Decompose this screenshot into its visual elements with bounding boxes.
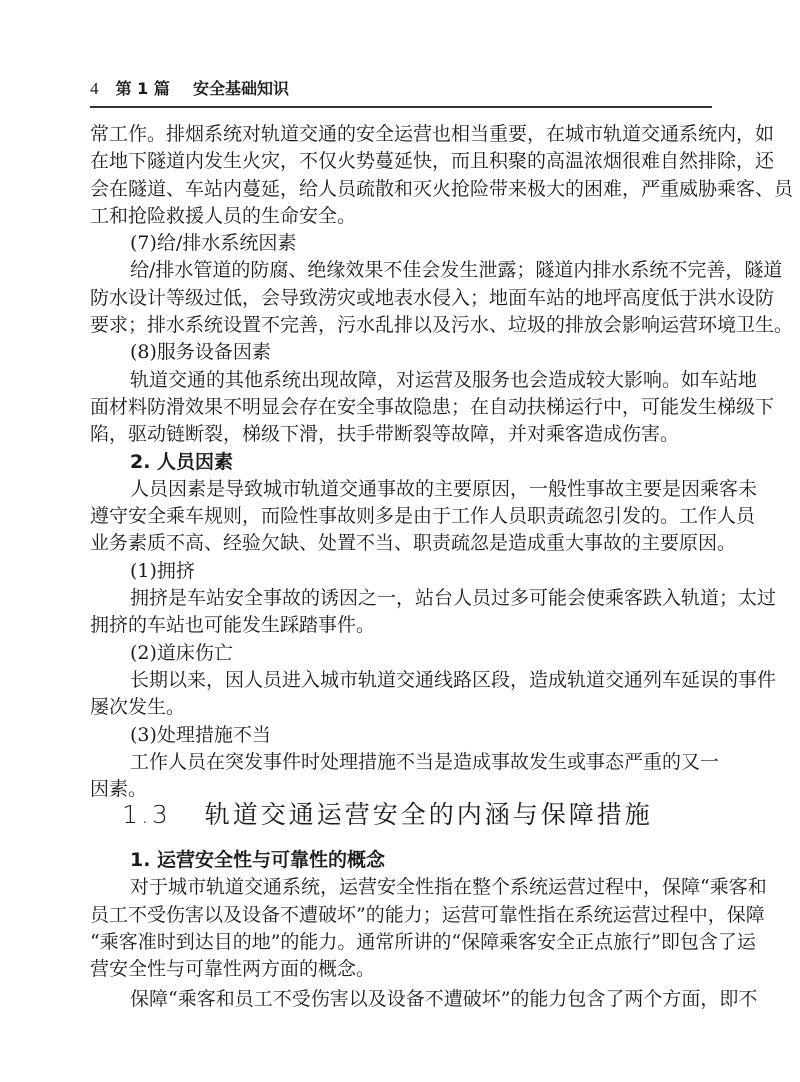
- text-line: 对于城市轨道交通系统，运营安全性指在整个系统运营过程中，保障“乘客和: [130, 876, 767, 899]
- page-number: 4: [90, 79, 99, 98]
- part-label: 第 1 篇: [115, 79, 170, 98]
- text-line: 陷，驱动链断裂，梯级下滑，扶手带断裂等故障，并对乘客造成伤害。: [90, 423, 680, 446]
- text-line: 轨道交通的其他系统出现故障，对运营及服务也会造成较大影响。如车站地: [130, 368, 758, 391]
- text-line: 人员因素是导致城市轨道交通事故的主要原因，一般性事故主要是因乘客未: [130, 477, 758, 500]
- text-line: “乘客准时到达目的地”的能力。通常所讲的“保障乘客安全正点旅行”即包含了运: [90, 930, 756, 953]
- text-line: 面材料防滑效果不明显会存在安全事故隐患；在自动扶梯运行中，可能发生梯级下: [90, 395, 775, 418]
- section-number: 1.3: [122, 800, 171, 829]
- text-line: 常工作。排烟系统对轨道交通的安全运营也相当重要，在城市轨道交通系统内，如: [90, 123, 775, 145]
- subheading: (2)道床伤亡: [130, 641, 233, 664]
- text-line: 屡次发生。: [90, 696, 186, 719]
- section-heading: [122, 795, 653, 831]
- body-text-1: [90, 121, 794, 803]
- text-line: 长期以来，因人员进入城市轨道交通线路区段，造成轨道交通列车延误的事件: [130, 668, 777, 691]
- text-line: 拥挤的车站也可能发生踩踏事件。: [90, 614, 376, 637]
- text-line: 因素。: [90, 778, 148, 801]
- text-line: 给/排水管道的防腐、绝缘效果不佳会发生泄露；隧道内排水系统不完善，隧道: [130, 259, 783, 282]
- subheading: (7)给/排水系统因素: [130, 232, 297, 255]
- subheading: (3)处理措施不当: [130, 723, 271, 746]
- text-line: 在地下隧道内发生火灾，不仅火势蔓延快，而且积聚的高温浓烟很难自然排除，还: [90, 150, 775, 173]
- subheading: (1)拥挤: [130, 559, 195, 582]
- section-title: 轨道交通运营安全的内涵与保障措施: [204, 800, 653, 829]
- text-line: 保障“乘客和员工不受伤害以及设备不遭破坏”的能力包含了两个方面，即不: [130, 988, 758, 1011]
- part-title: 安全基础知识: [192, 79, 289, 98]
- body-text-2: [90, 847, 767, 1014]
- text-line: 要求；排水系统设置不完善，污水乱排以及污水、垃圾的排放会影响运营环境卫生。: [90, 314, 794, 337]
- header-rule: [90, 106, 712, 108]
- text-line: 会在隧道、车站内蔓延，给人员疏散和灭火抢险带来极大的困难，严重威胁乘客、员: [90, 177, 794, 200]
- subheading: (8)服务设备因素: [130, 341, 271, 364]
- text-line: 员工不受伤害以及设备不遭破坏”的能力；运营可靠性指在系统运营过程中，保障: [90, 903, 765, 926]
- text-line: 拥挤是车站安全事故的诱因之一，站台人员过多可能会使乘客跌入轨道；太过: [130, 587, 777, 610]
- text-line: 营安全性与可靠性两方面的概念。: [90, 958, 376, 981]
- subheading-bold: 1. 运营安全性与可靠性的概念: [130, 849, 386, 871]
- text-line: 遵守安全乘车规则，而险性事故则多是由于工作人员职责疏忽引发的。工作人员: [90, 505, 756, 528]
- running-header: [90, 76, 289, 99]
- text-line: 防水设计等级过低，会导致涝灾或地表水侵入；地面车站的地坪高度低于洪水设防: [90, 286, 775, 309]
- text-line: 业务素质不高、经验欠缺、处置不当、职责疏忽是造成重大事故的主要原因。: [90, 532, 737, 555]
- subheading-bold: 2. 人员因素: [130, 450, 234, 473]
- text-line: 工作人员在突发事件时处理措施不当是造成事故发生或事态严重的又一: [130, 750, 720, 773]
- text-line: 工和抢险救援人员的生命安全。: [90, 204, 357, 227]
